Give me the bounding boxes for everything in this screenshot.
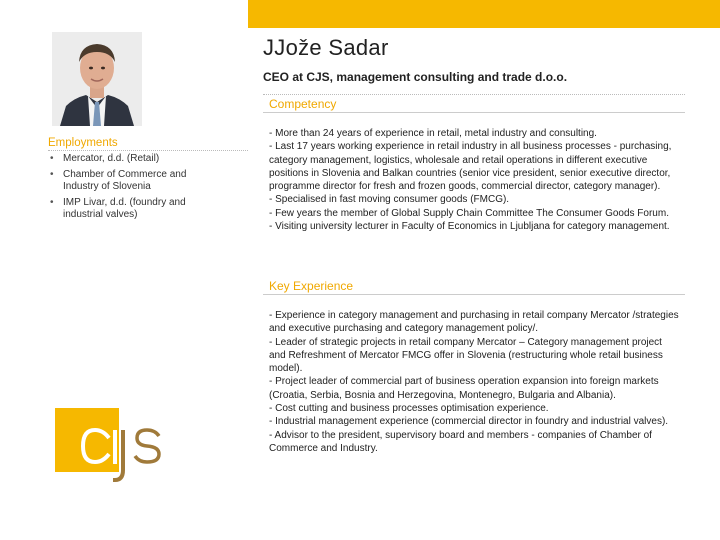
employments-divider [48, 150, 248, 151]
cjs-logo [55, 408, 175, 488]
employments-list [48, 153, 213, 225]
competency-bottom-divider [263, 112, 685, 113]
profile-photo [52, 32, 142, 126]
experience-text: - Experience in category management and purchasing in retail company Mercator /strategies and executive purchasing and category management policy/. - Leader of strategic projects in retail company Mercator – Category management project and Refreshment of Mercator FMCG offer in Slovenia (restructuring whole retail business model). - Project leader of commercial part of business operation expansion into foreign markets (Croatia, Serbia, Bosnia and Herzegovina, Montenegro, Bulgaria and Albania). - Cost cutting and business processes optimisation experience. - Industrial management experience (commercial director in foundry and industrial valves). - Advisor to the president, supervisory board and members - companies of Chamber of Commerce and Industry. [269, 310, 679, 454]
competency-heading: Competency [269, 97, 337, 111]
person-role: CEO at CJS, management consulting and trade d.o.o. [263, 70, 568, 84]
list-item: • Mercator, d.d. (Retail) [48, 153, 213, 166]
person-name: JJože Sadar [263, 35, 389, 60]
competency-top-divider [263, 94, 685, 95]
list-item: • Chamber of Commerce and Industry of Slovenia [48, 169, 213, 194]
portrait-icon [52, 32, 142, 126]
employments-heading: Employments [48, 137, 118, 149]
experience-divider [263, 294, 685, 295]
cjs-logo-icon [55, 408, 175, 488]
list-item: • IMP Livar, d.d. (foundry and industrial valves) [48, 197, 213, 222]
experience-heading: Key Experience [269, 279, 354, 293]
header-left-blank [0, 0, 248, 28]
competency-text: - More than 24 years of experience in retail, metal industry and consulting. - Last 17 years working experience in retail industry in all business processes - purchasing, category management, logistics, wholesale and retail operations in different executive positions in Slovenia and Balkan countries (senior vice president, senior executive director, programme director for fresh and frozen goods, commercial director, category manager). - Specialised in fast moving consumer goods (FMCG). - Few years the member of Global Supply Chain Committee The Consumer Goods Forum. - Visiting university lecturer in Faculty of Economics in Ljubljana for category management. [269, 128, 672, 233]
